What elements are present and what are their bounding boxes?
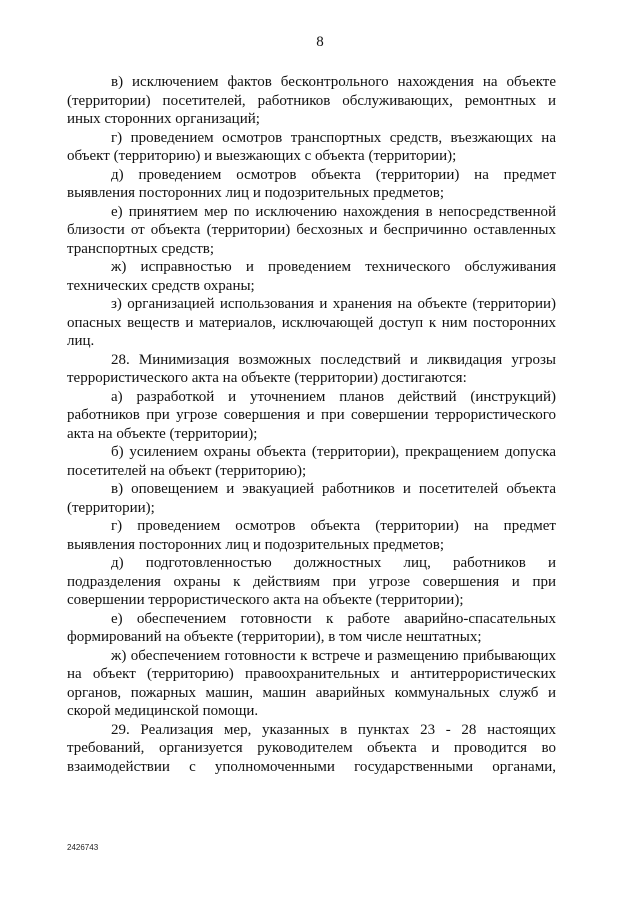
paragraph bbox=[67, 203, 556, 259]
paragraph-line: взаимодействии с уполномоченными государственными органами, bbox=[67, 758, 556, 775]
paragraph bbox=[67, 554, 556, 610]
paragraph-line: а) разработкой и уточнением планов действий (инструкций) bbox=[111, 388, 556, 405]
paragraph bbox=[67, 388, 556, 444]
paragraph-line: г) проведением осмотров транспортных средств, въезжающих на bbox=[111, 129, 556, 146]
paragraph bbox=[67, 517, 556, 554]
paragraph bbox=[67, 443, 556, 480]
paragraph-line: е) принятием мер по исключению нахождения в непосредственной bbox=[111, 203, 556, 220]
paragraph-line: 29. Реализация мер, указанных в пунктах 23 - 28 настоящих bbox=[111, 721, 556, 738]
paragraph-line: органов, пожарных машин, машин аварийных коммунальных служб и bbox=[67, 684, 556, 701]
paragraph-line: объект (территорию) и выезжающих с объекта (территории); bbox=[67, 148, 457, 164]
document-id: 2426743 bbox=[67, 843, 99, 852]
paragraph-line: выявления посторонних лиц и подозрительных предметов; bbox=[67, 185, 445, 201]
paragraph-line: близости от объекта (территории) бесхозных и беспричинно оставленных bbox=[67, 222, 556, 238]
paragraph-line: посетителей на объект (территорию); bbox=[67, 462, 307, 479]
paragraph bbox=[67, 295, 556, 351]
paragraph-line: ж) обеспечением готовности к встрече и размещению прибывающих bbox=[111, 647, 556, 664]
paragraph-line: формирований на объекте (территории), в том числе нештатных; bbox=[67, 629, 482, 645]
paragraph-line: транспортных средств; bbox=[67, 240, 215, 257]
paragraph-line: г) проведением осмотров объекта (территории) на предмет bbox=[111, 518, 556, 534]
paragraph-line: иных сторонних организаций; bbox=[67, 111, 260, 127]
paragraph-line: террористического акта на объекте (территории) достигаются: bbox=[67, 370, 467, 386]
paragraph-line: в) исключением фактов бесконтрольного нахождения на объекте bbox=[111, 74, 556, 90]
paragraph-line: подразделения охраны к действиям при угрозе совершения и при bbox=[67, 573, 556, 590]
paragraph-line: ж) исправностью и проведением технического обслуживания bbox=[111, 259, 556, 275]
paragraph-line: акта на объекте (территории); bbox=[67, 425, 258, 442]
paragraph bbox=[67, 129, 556, 166]
paragraph bbox=[67, 721, 556, 777]
paragraph-line: (территории) посетителей, работников обслуживающих, ремонтных и bbox=[67, 92, 556, 109]
paragraph-line: в) оповещением и эвакуацией работников и посетителей объекта bbox=[111, 481, 556, 497]
paragraph-line: совершении террористического акта на объекте (территории); bbox=[67, 592, 464, 608]
paragraph bbox=[67, 258, 556, 295]
paragraph-line: лиц. bbox=[67, 333, 95, 349]
paragraph-line: 28. Минимизация возможных последствий и ликвидация угрозы bbox=[111, 351, 556, 368]
document-body bbox=[67, 73, 556, 776]
paragraph-line: требований, организуется руководителем объекта и проводится во bbox=[67, 740, 556, 756]
paragraph bbox=[67, 73, 556, 129]
paragraph bbox=[67, 480, 556, 517]
paragraph bbox=[67, 351, 556, 388]
paragraph bbox=[67, 166, 556, 203]
paragraph-line: работников при угрозе совершения и при совершении террористического bbox=[67, 407, 556, 423]
page-number: 8 bbox=[316, 34, 324, 50]
paragraph-line: выявления посторонних лиц и подозрительных предметов; bbox=[67, 536, 445, 553]
paragraph bbox=[67, 647, 556, 721]
paragraph-line: з) организацией использования и хранения на объекте (территории) bbox=[111, 296, 556, 312]
paragraph-line: б) усилением охраны объекта (территории), прекращением допуска bbox=[111, 444, 556, 460]
paragraph-line: д) подготовленностью должностных лиц, работников и bbox=[111, 555, 556, 571]
paragraph-line: е) обеспечением готовности к работе аварийно-спасательных bbox=[111, 610, 556, 627]
paragraph-line: опасных веществ и материалов, исключающей доступ к ним посторонних bbox=[67, 314, 556, 331]
paragraph-line: на объект (территорию) правоохранительных и антитеррористических bbox=[67, 666, 556, 682]
paragraph-line: (территории); bbox=[67, 499, 155, 516]
paragraph-line: скорой медицинской помощи. bbox=[67, 703, 259, 719]
paragraph-line: технических средств охраны; bbox=[67, 277, 255, 294]
paragraph-line: д) проведением осмотров объекта (территории) на предмет bbox=[111, 166, 556, 183]
paragraph bbox=[67, 610, 556, 647]
